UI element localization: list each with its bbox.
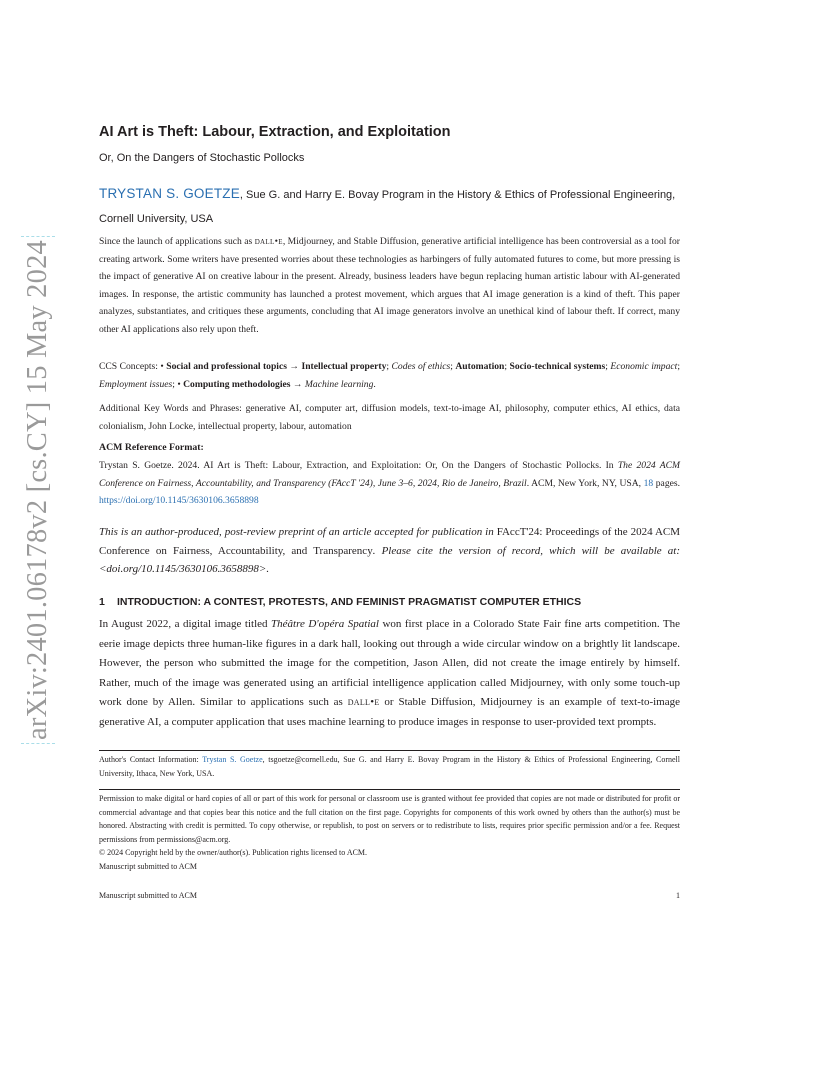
permission-divider [99, 789, 680, 790]
preprint-venue: FAccT'24: Proceedings of the 2024 ACM Conference on Fairness, Accountability, and Transparency [99, 526, 681, 557]
dalle-name: dall•e [254, 236, 283, 247]
ccs-sep: ; [450, 361, 456, 372]
artwork-title: Théâtre D'opéra Spatial [271, 618, 379, 630]
contact-name-link[interactable]: Trystan S. Goetze [202, 755, 263, 764]
reference-text: Trystan S. Goetze. 2024. AI Art is Theft: Labour, Extraction, and Exploitation: Or, On the Dangers of Stochastic Pollocks. In [99, 460, 618, 471]
section-heading [99, 596, 680, 608]
author-institution: Cornell University, USA [99, 213, 214, 225]
author-affiliation: , Sue G. and Harry E. Bovay Program in the History & Ethics of Professional Engineering, [239, 189, 676, 201]
ccs-arrow: → [290, 378, 305, 390]
reference-format [99, 457, 680, 510]
ccs-term: Automation [455, 361, 505, 372]
ccs-term: Social and professional topics [166, 361, 287, 372]
ccs-arrow: → [286, 361, 302, 372]
abstract [99, 233, 680, 339]
author-name: TRYSTAN S. GOETZE [99, 186, 240, 201]
reference-text: . ACM, New York, NY, USA, [526, 477, 644, 489]
body-text: won first place in a Colorado State Fair fine arts competition. The eerie image depicts three human-like figures in a dark hall, looking out through a wide circular window on a brightly lit landscape. However, the person who submitted the image for the competition, Jason Allen, did not create the image entirely by himself. Rather, much of the image was generated using an artificial intelligence application called Midjourney, with only some touch-up work done by Allen. Similar to applications such as [99, 618, 681, 709]
contact-details: , tsgoetze@cornell.edu, Sue G. and Harry E. Bovay Program in the History & Ethics of Professional Engineering, Cornell University, Ithaca, New York, USA. [99, 755, 681, 778]
ccs-term: Employment issues [99, 378, 173, 390]
ccs-term: Computing methodologies [183, 378, 291, 390]
author-contact-footnote [99, 753, 680, 780]
footnote-divider [99, 750, 680, 751]
preprint-note-text: . Please cite the version of record, which will be available at: <doi.org/10.1145/3630106.3658898>. [99, 544, 680, 576]
ccs-sep: ; [504, 361, 510, 372]
body-text: In August 2022, a digital image titled [99, 618, 272, 630]
page-number: 1 [676, 891, 680, 900]
abstract-text-cont: , Midjourney, and Stable Diffusion, generative artificial intelligence has been controversial as a tool for creating artwork. Some writers have presented worries about these technologies as harbingers of fully automated futures to come, but more pressing is the impact of generative AI on creative labour in the present. Already, business leaders have begun replacing human artistic labour with AI-generated images. In response, the artistic community has launched a protest movement, which argues that AI image generation is a kind of theft. This paper analyzes, substantiates, and critiques these arguments, concluding that AI image generators involve an unethical kind of labour theft. If correct, many other AI applications also rely upon theft. [99, 236, 680, 335]
contact-label: Author's Contact Information: [99, 755, 203, 764]
section-number: 1 [99, 596, 105, 608]
intro-paragraph [99, 615, 680, 733]
ccs-term: Socio-technical systems [509, 361, 606, 372]
page-count-link[interactable]: 18 [643, 477, 654, 489]
paper-subtitle: Or, On the Dangers of Stochastic Pollocks [99, 152, 305, 164]
preprint-note [99, 523, 680, 579]
paper-title: AI Art is Theft: Labour, Extraction, and Exploitation [99, 124, 451, 140]
ccs-term: Codes of ethics [391, 361, 451, 372]
author-block [99, 182, 684, 231]
reference-format-heading: ACM Reference Format: [99, 442, 204, 453]
ccs-sep: ; • [172, 378, 184, 390]
section-title: INTRODUCTION: A CONTEST, PROTESTS, AND FEMINIST PRAGMATIST COMPUTER ETHICS [117, 596, 582, 608]
preprint-note-text: This is an author-produced, post-review preprint of an article accepted for publication in [99, 526, 497, 538]
ccs-term: Economic impact [610, 361, 678, 372]
arxiv-stamp [12, 240, 64, 740]
ccs-end: . [373, 378, 376, 390]
footer-label: Manuscript submitted to ACM [99, 891, 197, 900]
reference-venue: The 2024 ACM Conference on Fairness, Accountability, and Transparency (FAccT '24), June 3–6, 2024, Rio de Janeiro, Brazil [99, 460, 681, 489]
page-footer [99, 891, 680, 900]
keywords: Additional Key Words and Phrases: generative AI, computer art, diffusion models, text-to-image AI, philosophy, computer ethics, AI ethics, data colonialism, John Locke, intellectual property, labour, automation [99, 403, 680, 432]
permission-text: Permission to make digital or hard copies of all or part of this work for personal or classroom use is granted without fee provided that copies are not made or distributed for profit or commercial advantage and that copies bear this notice and the full citation on the first page. Copyrights for components of this work owned by others than the author(s) must be honored. Abstracting with credit is permitted. To copy otherwise, or republish, to post on servers or to redistribute to lists, requires prior specific permission and/or a fee. Request permissions from permissions@acm.org. [99, 794, 680, 844]
ccs-label: CCS Concepts: • [99, 361, 167, 372]
body-text: or Stable Diffusion, Midjourney is an example of text-to-image generative AI, a computer application that uses machine learning to produce images in response to user-provided text prompts. [99, 696, 680, 728]
abstract-text: Since the launch of applications such as [99, 236, 255, 247]
dalle-name: dall•e [347, 696, 380, 709]
arxiv-identifier: arXiv:2401.06178v2 [cs.CY] 15 May 2024 [21, 236, 55, 744]
ccs-concepts [99, 358, 680, 393]
manuscript-note: Manuscript submitted to ACM [99, 861, 197, 871]
ccs-sep: ; [677, 361, 680, 372]
copyright-text: © 2024 Copyright held by the owner/author(s). Publication rights licensed to ACM. [99, 848, 368, 858]
doi-link[interactable]: https://doi.org/10.1145/3630106.3658898 [99, 495, 259, 507]
ccs-term: Intellectual property [301, 361, 387, 372]
ccs-sep: ; [386, 361, 392, 372]
permission-footnote [99, 792, 680, 874]
ccs-term: Machine learning [304, 378, 374, 390]
ccs-sep: ; [605, 361, 611, 372]
reference-text: pages. [653, 477, 681, 489]
